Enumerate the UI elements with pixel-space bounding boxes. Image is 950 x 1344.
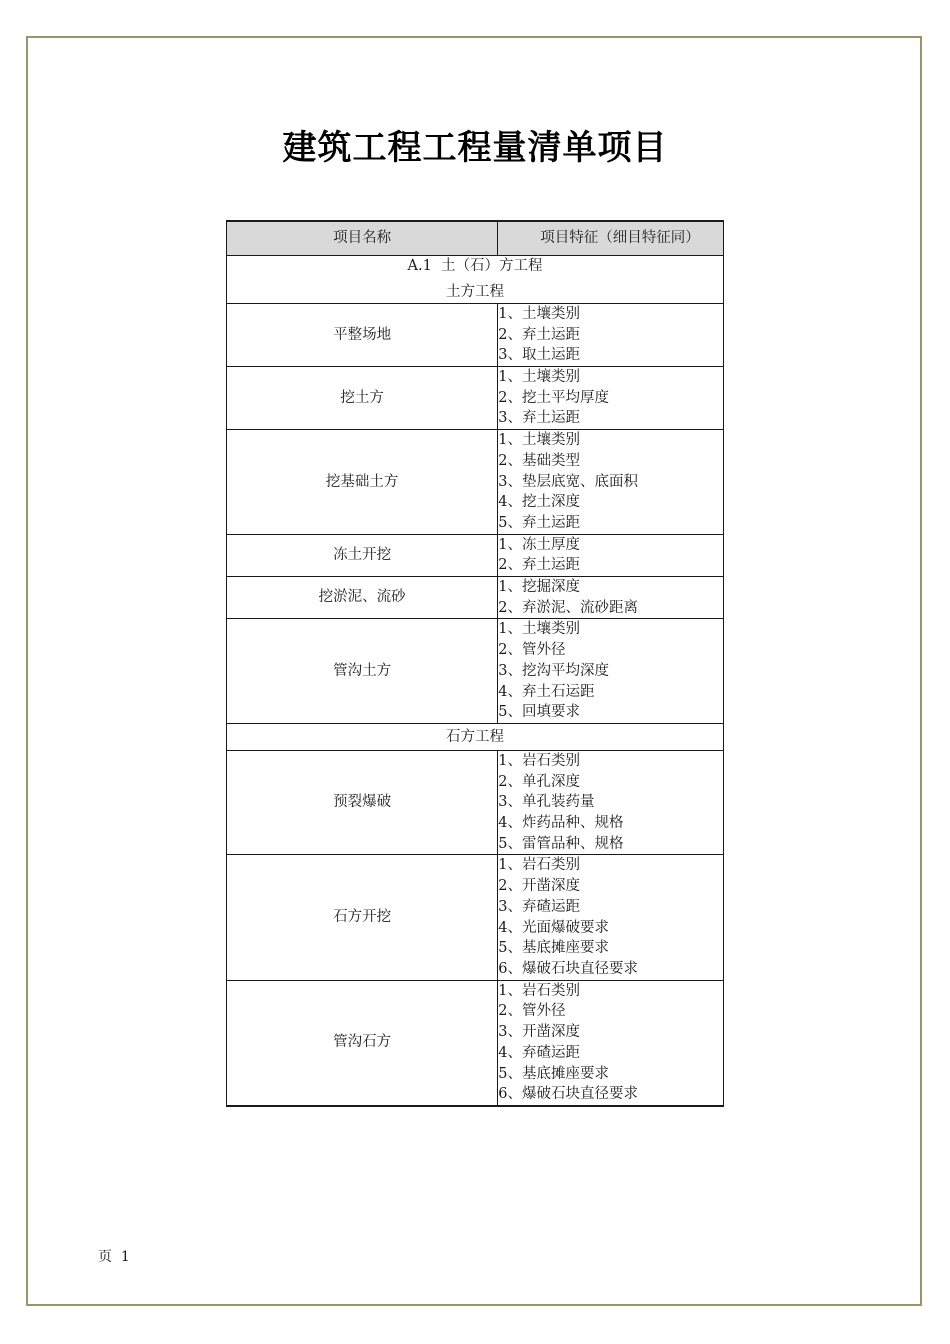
document-title: 建筑工程工程量清单项目	[282, 128, 668, 168]
subsection-row	[227, 723, 724, 750]
earthwork-subsection-title: 土方工程	[446, 284, 504, 301]
item-name-cell: 预裂爆破	[227, 750, 498, 855]
feature-line: 2、单孔深度	[498, 773, 580, 790]
feature-line: 1、岩石类别	[498, 752, 580, 769]
section-cell	[227, 255, 724, 303]
feature-line: 5、雷管品种、规格	[498, 835, 624, 852]
feature-line: 1、岩石类别	[498, 982, 580, 999]
table-row	[227, 980, 724, 1106]
item-features-cell	[498, 855, 724, 980]
table-row	[227, 855, 724, 980]
item-name-cell: 挖基础土方	[227, 430, 498, 535]
table-row	[227, 619, 724, 724]
feature-line: 2、开凿深度	[498, 878, 580, 895]
feature-line: 4、炸药品种、规格	[498, 815, 624, 832]
header-item-features: 项目特征（细目特征同）	[498, 221, 724, 255]
table-row	[227, 367, 724, 430]
item-features-cell	[498, 619, 724, 724]
stonework-subsection-title: 石方工程	[227, 723, 724, 750]
table-row	[227, 430, 724, 535]
feature-line: 1、挖掘深度	[498, 579, 580, 596]
feature-line: 5、弃土运距	[498, 514, 580, 531]
feature-line: 3、单孔装药量	[498, 794, 595, 811]
feature-line: 6、爆破石块直径要求	[498, 961, 638, 977]
bill-of-quantities-table	[226, 220, 724, 1107]
feature-line: 2、基础类型	[498, 452, 580, 469]
feature-line: 2、弃土运距	[498, 557, 580, 574]
item-features-cell	[498, 303, 724, 366]
feature-line: 1、土壤类别	[498, 432, 580, 449]
feature-line: 6、爆破石块直径要求	[498, 1086, 638, 1103]
feature-line: 3、弃碴运距	[498, 898, 580, 915]
page-number: 页 1	[98, 1249, 130, 1265]
item-features-cell	[498, 577, 724, 619]
table-row	[227, 534, 724, 576]
feature-line: 5、基底摊座要求	[498, 940, 609, 957]
feature-line: 2、挖土平均厚度	[498, 389, 609, 406]
feature-line: 3、垫层底宽、底面积	[498, 473, 638, 490]
item-name-cell: 石方开挖	[227, 855, 498, 980]
item-features-cell	[498, 750, 724, 855]
feature-line: 4、光面爆破要求	[498, 919, 609, 936]
item-features-cell	[498, 980, 724, 1106]
table-header-row	[227, 221, 724, 255]
feature-line: 1、岩石类别	[498, 857, 580, 874]
table-row	[227, 750, 724, 855]
item-name-cell: 挖土方	[227, 367, 498, 430]
item-features-cell	[498, 430, 724, 535]
feature-line: 2、管外径	[498, 1003, 566, 1020]
feature-line: 2、弃土运距	[498, 326, 580, 343]
feature-line: 2、弃淤泥、流砂距离	[498, 599, 638, 616]
item-features-cell	[498, 534, 724, 576]
item-features-cell	[498, 367, 724, 430]
item-name-cell: 管沟土方	[227, 619, 498, 724]
feature-line: 5、基底摊座要求	[498, 1065, 609, 1082]
item-name-cell: 平整场地	[227, 303, 498, 366]
item-name-cell: 冻土开挖	[227, 534, 498, 576]
feature-line: 3、开凿深度	[498, 1024, 580, 1041]
item-name-cell: 管沟石方	[227, 980, 498, 1106]
feature-line: 1、土壤类别	[498, 621, 580, 638]
table-row	[227, 577, 724, 619]
feature-line: 1、冻土厚度	[498, 536, 580, 553]
feature-line: 1、土壤类别	[498, 369, 580, 386]
feature-line: 3、取土运距	[498, 347, 580, 364]
feature-line: 4、弃土石运距	[498, 683, 595, 700]
feature-line: 3、弃土运距	[498, 410, 580, 427]
item-name-cell: 挖淤泥、流砂	[227, 577, 498, 619]
feature-line: 4、挖土深度	[498, 494, 580, 511]
feature-line: 2、管外径	[498, 642, 566, 659]
feature-line: 1、土壤类别	[498, 305, 580, 322]
section-row	[227, 255, 724, 303]
table-row	[227, 303, 724, 366]
feature-line: 4、弃碴运距	[498, 1044, 580, 1061]
feature-line: 3、挖沟平均深度	[498, 662, 609, 679]
section-code-title: A.1 土（石）方工程	[407, 257, 543, 274]
feature-line: 5、回填要求	[498, 704, 580, 721]
header-item-name: 项目名称	[227, 221, 498, 255]
